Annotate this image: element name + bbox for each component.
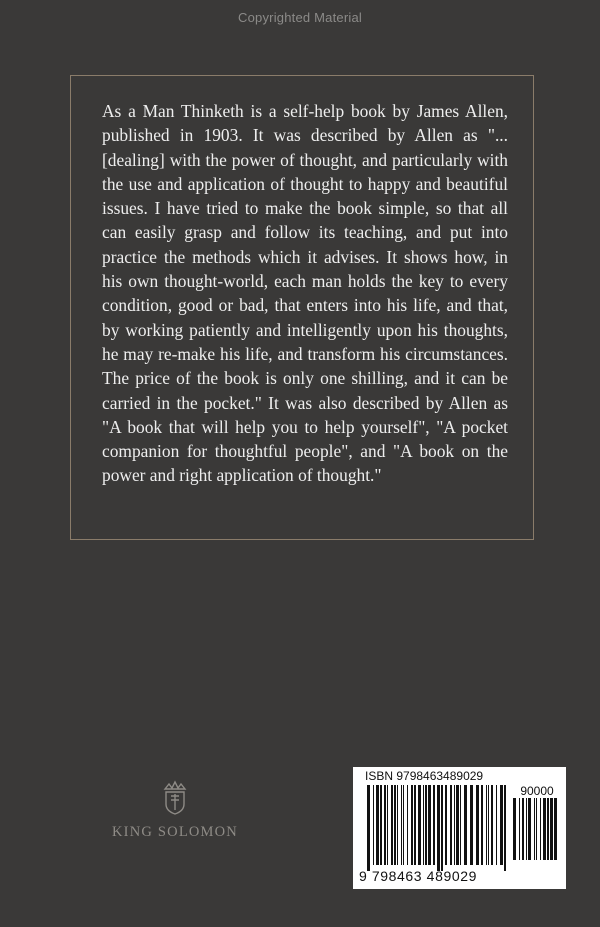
barcode-bar: [407, 785, 408, 865]
barcode-bar: [481, 785, 483, 865]
barcode-bar: [543, 798, 546, 860]
crown-crest-icon: [162, 780, 188, 816]
publisher-logo: [90, 780, 260, 841]
barcode-bar: [387, 785, 388, 865]
isbn-label: ISBN 9798463489029: [365, 769, 484, 783]
barcode-bar: [519, 798, 520, 860]
watermark-top: Copyrighted Material: [238, 10, 362, 25]
barcode-bar: [491, 785, 493, 865]
barcode-bar: [496, 785, 497, 865]
barcode-bar: [540, 798, 541, 860]
barcode-bar: [411, 785, 413, 865]
barcode-bar: [384, 785, 386, 865]
barcode-bar: [486, 785, 487, 865]
barcode-bar: [428, 785, 431, 865]
barcode-bar: [380, 785, 382, 865]
barcode-digits: 9 798463 489029: [359, 868, 477, 884]
barcode-bar: [441, 785, 443, 871]
barcode-bar: [403, 785, 404, 865]
barcode-bar: [456, 785, 459, 865]
barcode-bar: [504, 785, 506, 871]
barcode-bar: [423, 785, 424, 865]
barcode-bar: [464, 785, 467, 865]
barcode-bar: [397, 785, 398, 865]
barcode-bar: [401, 785, 402, 865]
addon-bars: [513, 798, 561, 866]
barcode-bar: [376, 785, 379, 865]
barcode-bar: [534, 798, 535, 860]
barcode-bar: [450, 785, 452, 865]
barcode-bar: [554, 798, 557, 860]
price-code: 90000: [520, 784, 554, 798]
barcode-bar: [373, 785, 374, 865]
isbn-barcode: [353, 767, 566, 889]
barcode-bar: [418, 785, 421, 865]
barcode-bar: [547, 798, 549, 860]
barcode-bar: [470, 785, 473, 865]
barcode-bar: [437, 785, 440, 871]
barcode-bar: [488, 785, 489, 865]
barcode-bar: [367, 785, 370, 871]
barcode-bar: [550, 798, 553, 860]
publisher-name: KING SOLOMON: [112, 824, 238, 840]
barcode-bar: [445, 785, 447, 865]
barcode-bar: [394, 785, 396, 865]
barcode-bar: [433, 785, 435, 865]
barcode-bar: [522, 798, 524, 860]
barcode-bar: [528, 798, 531, 860]
barcode-bar: [391, 785, 393, 865]
ean13-bars: [367, 785, 507, 871]
barcode-bar: [414, 785, 416, 865]
barcode-bar: [526, 798, 527, 860]
book-description: As a Man Thinketh is a self-help book by James Allen, published in 1903. It was described by Allen as "...[dealing] with the power of thought, and particularly with the use and application of thought to happy and beautiful issues. I have tried to make the book simple, so that all can easily grasp and follow its teaching, and put into practice the methods which it advises. It shows how, in his own thought-world, each man holds the key to every condition, good or bad, that enters into his life, and that, by working patiently and intelligently upon his thoughts, he may re-make his life, and transform his circumstances. The price of the book is only one shilling, and it can be carried in the pocket." It was also described by Allen as "A book that will help you to help yourself", "A pocket companion for thoughtful people", and "A book on the power and right application of thought.": [102, 101, 508, 486]
barcode-bar: [500, 785, 503, 865]
barcode-bar: [513, 798, 516, 860]
barcode-bar: [425, 785, 427, 865]
barcode-bar: [454, 785, 455, 865]
barcode-bar: [460, 785, 461, 865]
barcode-bar: [476, 785, 479, 865]
barcode-bar: [536, 798, 537, 860]
